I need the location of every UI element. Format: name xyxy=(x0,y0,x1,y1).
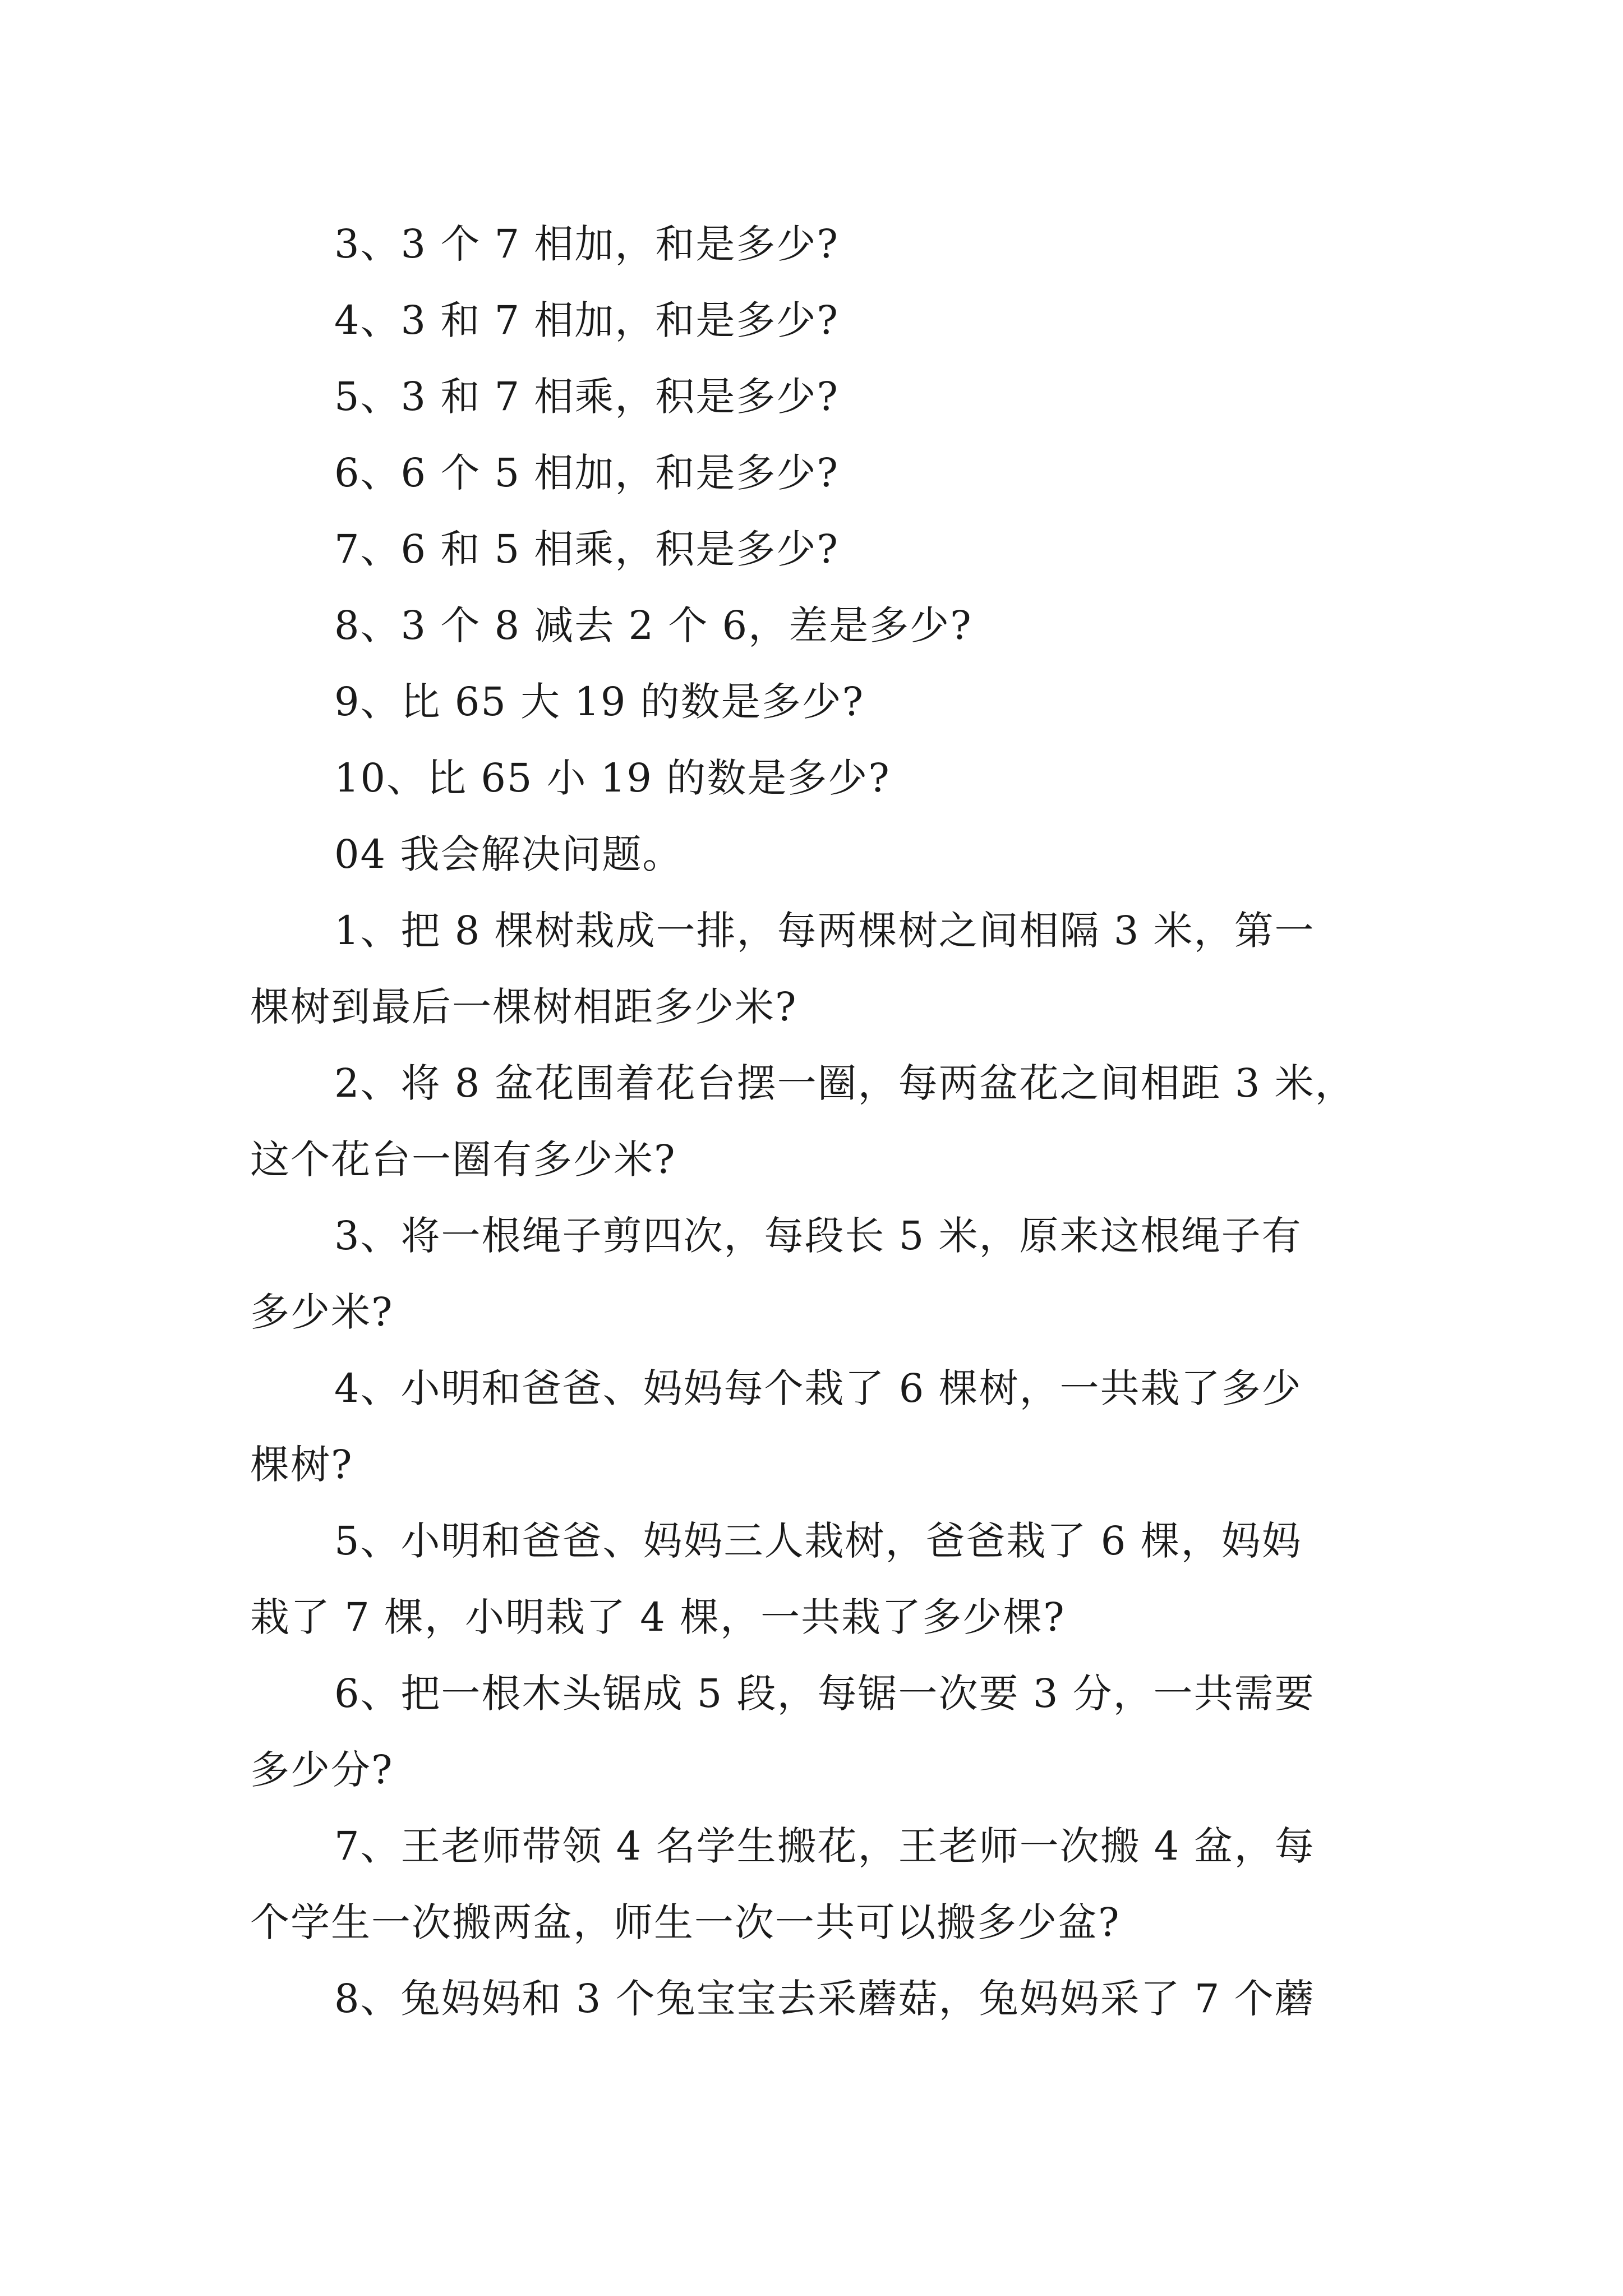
question-6: 6、6 个 5 相加，和是多少? xyxy=(334,450,839,496)
problem-7-line-2: 个学生一次搬两盆，师生一次一共可以搬多少盆? xyxy=(250,1899,1121,1945)
problem-4-line-2: 棵树? xyxy=(250,1442,353,1488)
problem-3-line-1: 3、将一根绳子剪四次，每段长 5 米，原来这根绳子有 xyxy=(334,1213,1302,1259)
problem-5-line-1: 5、小明和爸爸、妈妈三人栽树，爸爸栽了 6 棵，妈妈 xyxy=(334,1518,1302,1564)
question-9: 9、比 65 大 19 的数是多少? xyxy=(334,679,865,725)
question-5: 5、3 和 7 相乘，积是多少? xyxy=(334,374,839,420)
question-7: 7、6 和 5 相乘，积是多少? xyxy=(334,526,839,572)
section-heading: 04 我会解决问题。 xyxy=(334,831,683,877)
question-10: 10、比 65 小 19 的数是多少? xyxy=(334,755,891,801)
problem-3-line-2: 多少米? xyxy=(250,1289,394,1335)
problem-2-line-1: 2、将 8 盆花围着花台摆一圈，每两盆花之间相距 3 米， xyxy=(334,1060,1355,1106)
problem-4-line-1: 4、小明和爸爸、妈妈每个栽了 6 棵树，一共栽了多少 xyxy=(334,1365,1302,1411)
problem-1-line-1: 1、把 8 棵树栽成一排，每两棵树之间相隔 3 米，第一 xyxy=(334,908,1315,954)
question-3: 3、3 个 7 相加，和是多少? xyxy=(334,221,839,267)
problem-7-line-1: 7、王老师带领 4 名学生搬花，王老师一次搬 4 盆，每 xyxy=(334,1823,1315,1869)
problem-6-line-1: 6、把一根木头锯成 5 段，每锯一次要 3 分，一共需要 xyxy=(334,1671,1315,1717)
problem-8-line-1: 8、兔妈妈和 3 个兔宝宝去采蘑菇，兔妈妈采了 7 个蘑 xyxy=(334,1976,1315,2022)
problem-5-line-2: 栽了 7 棵，小明栽了 4 棵，一共栽了多少棵? xyxy=(250,1594,1066,1640)
problem-2-line-2: 这个花台一圈有多少米? xyxy=(250,1137,676,1182)
question-8: 8、3 个 8 减去 2 个 6，差是多少? xyxy=(334,602,972,648)
problem-1-line-2: 棵树到最后一棵树相距多少米? xyxy=(250,984,797,1030)
question-4: 4、3 和 7 相加，和是多少? xyxy=(334,297,839,343)
problem-6-line-2: 多少分? xyxy=(250,1747,394,1793)
